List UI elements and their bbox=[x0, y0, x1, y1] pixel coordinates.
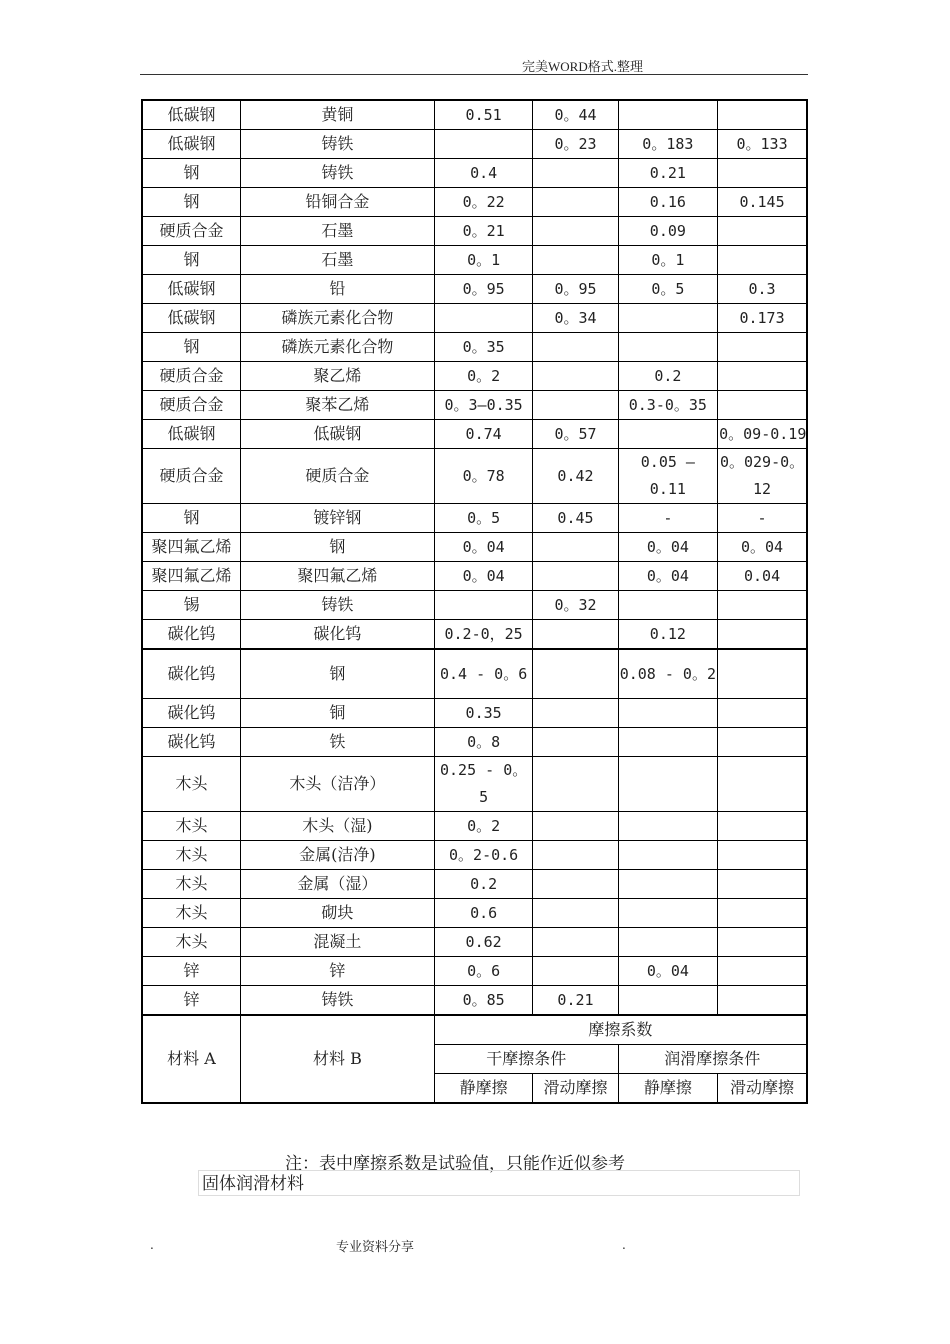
table-cell bbox=[718, 986, 807, 1016]
friction-table bbox=[141, 99, 808, 1104]
table-cell bbox=[533, 728, 618, 757]
table-cell: 石墨 bbox=[240, 246, 434, 275]
table-cell: 0。78 bbox=[434, 449, 532, 504]
table-cell: 磷族元素化合物 bbox=[240, 304, 434, 333]
table-cell: 0。6 bbox=[434, 957, 532, 986]
table-cell: 聚乙烯 bbox=[240, 362, 434, 391]
table-cell: 0。04 bbox=[618, 957, 717, 986]
table-cell: 钢 bbox=[142, 504, 240, 533]
table-cell: 0.3-0。35 bbox=[618, 391, 717, 420]
table-cell: 聚四氟乙烯 bbox=[240, 562, 434, 591]
table-row bbox=[142, 812, 807, 841]
table-cell: 混凝土 bbox=[240, 928, 434, 957]
table-cell bbox=[434, 591, 532, 620]
table-cell: 木头 bbox=[142, 757, 240, 812]
table-cell: 0.2 bbox=[434, 870, 532, 899]
table-row bbox=[142, 591, 807, 620]
header-lubricated-condition: 润滑摩擦条件 bbox=[618, 1045, 807, 1074]
table-cell: 0。57 bbox=[533, 420, 618, 449]
table-cell: 0。029-0。12 bbox=[718, 449, 807, 504]
table-cell: 钢 bbox=[142, 159, 240, 188]
table-cell: 硬质合金 bbox=[142, 391, 240, 420]
table-cell: 木头（洁净） bbox=[240, 757, 434, 812]
table-cell: 0.21 bbox=[618, 159, 717, 188]
table-cell bbox=[533, 159, 618, 188]
table-row bbox=[142, 420, 807, 449]
table-cell bbox=[718, 870, 807, 899]
table-cell: 硬质合金 bbox=[240, 449, 434, 504]
table-row bbox=[142, 391, 807, 420]
table-cell: 金属（湿） bbox=[240, 870, 434, 899]
table-cell: 0.3 bbox=[718, 275, 807, 304]
table-row bbox=[142, 620, 807, 650]
table-cell: 聚四氟乙烯 bbox=[142, 533, 240, 562]
table-cell bbox=[718, 699, 807, 728]
table-cell: 0。04 bbox=[718, 533, 807, 562]
table-cell: 木头 bbox=[142, 928, 240, 957]
table-cell: 0.74 bbox=[434, 420, 532, 449]
table-cell bbox=[618, 420, 717, 449]
table-cell: 碳化钨 bbox=[142, 649, 240, 699]
table-cell: 低碳钢 bbox=[142, 420, 240, 449]
table-cell: 0.4 - 0。6 bbox=[434, 649, 532, 699]
table-cell: 0.08 - 0。2 bbox=[618, 649, 717, 699]
table-cell: 0。21 bbox=[434, 217, 532, 246]
table-cell: 聚苯乙烯 bbox=[240, 391, 434, 420]
table-cell: 0.62 bbox=[434, 928, 532, 957]
table-cell bbox=[533, 812, 618, 841]
footer-right: . bbox=[622, 1238, 626, 1252]
table-cell bbox=[533, 246, 618, 275]
table-cell: 0.35 bbox=[434, 699, 532, 728]
table-row bbox=[142, 304, 807, 333]
table-cell: 0。1 bbox=[618, 246, 717, 275]
page-header bbox=[140, 52, 808, 75]
table-cell bbox=[718, 899, 807, 928]
table-cell: 0。95 bbox=[434, 275, 532, 304]
table-cell: 0.12 bbox=[618, 620, 717, 650]
table-row bbox=[142, 130, 807, 159]
header-text: 完美WORD格式.整理 bbox=[522, 59, 643, 74]
table-cell: - bbox=[618, 504, 717, 533]
table-cell: 木头（湿) bbox=[240, 812, 434, 841]
table-cell: 0。04 bbox=[434, 562, 532, 591]
table-cell bbox=[618, 812, 717, 841]
table-row bbox=[142, 649, 807, 699]
table-cell: - bbox=[718, 504, 807, 533]
table-cell: 铜 bbox=[240, 699, 434, 728]
table-cell: 低碳钢 bbox=[142, 304, 240, 333]
table-cell bbox=[718, 841, 807, 870]
table-cell bbox=[533, 188, 618, 217]
table-cell: 0.25 - 0。5 bbox=[434, 757, 532, 812]
table-cell: 0。22 bbox=[434, 188, 532, 217]
table-cell: 0。09-0.19 bbox=[718, 420, 807, 449]
table-cell: 聚四氟乙烯 bbox=[142, 562, 240, 591]
table-cell bbox=[618, 757, 717, 812]
table-cell: 0.2-0，25 bbox=[434, 620, 532, 650]
table-cell: 硬质合金 bbox=[142, 217, 240, 246]
header-static-dry: 静摩擦 bbox=[434, 1074, 532, 1104]
table-cell bbox=[618, 728, 717, 757]
table-row bbox=[142, 728, 807, 757]
table-row bbox=[142, 870, 807, 899]
table-row bbox=[142, 757, 807, 812]
table-cell bbox=[533, 928, 618, 957]
table-cell: 0。5 bbox=[618, 275, 717, 304]
table-cell: 0.42 bbox=[533, 449, 618, 504]
table-cell: 铸铁 bbox=[240, 591, 434, 620]
table-cell: 0.45 bbox=[533, 504, 618, 533]
table-cell: 碳化钨 bbox=[142, 620, 240, 650]
table-cell bbox=[533, 620, 618, 650]
table-cell: 钢 bbox=[240, 533, 434, 562]
table-cell: 0。183 bbox=[618, 130, 717, 159]
table-cell: 0。34 bbox=[533, 304, 618, 333]
table-cell: 砌块 bbox=[240, 899, 434, 928]
table-cell: 低碳钢 bbox=[142, 130, 240, 159]
table-cell: 0。23 bbox=[533, 130, 618, 159]
table-cell: 低碳钢 bbox=[142, 275, 240, 304]
table-cell: 铅 bbox=[240, 275, 434, 304]
table-cell: 0.51 bbox=[434, 100, 532, 130]
table-cell: 0。85 bbox=[434, 986, 532, 1016]
footer-text: 专业资料分享 bbox=[336, 1240, 415, 1255]
table-cell bbox=[618, 304, 717, 333]
table-cell bbox=[618, 699, 717, 728]
table-cell bbox=[718, 391, 807, 420]
table-cell: 铸铁 bbox=[240, 130, 434, 159]
table-cell bbox=[618, 986, 717, 1016]
table-row bbox=[142, 333, 807, 362]
table-cell: 0。44 bbox=[533, 100, 618, 130]
table-cell: 0。5 bbox=[434, 504, 532, 533]
table-cell bbox=[533, 391, 618, 420]
table-cell: 0。1 bbox=[434, 246, 532, 275]
table-cell bbox=[533, 362, 618, 391]
table-cell: 黄铜 bbox=[240, 100, 434, 130]
table-cell bbox=[718, 333, 807, 362]
table-note: 注：表中摩擦系数是试验值，只能作近似参考 bbox=[285, 1154, 625, 1174]
table-cell bbox=[434, 304, 532, 333]
table-cell bbox=[618, 100, 717, 130]
table-row bbox=[142, 533, 807, 562]
table-row bbox=[142, 246, 807, 275]
table-cell bbox=[533, 333, 618, 362]
table-row bbox=[142, 699, 807, 728]
table-header-section bbox=[142, 1015, 807, 1103]
table-cell: 0.145 bbox=[718, 188, 807, 217]
table-cell bbox=[533, 562, 618, 591]
table-cell: 0.173 bbox=[718, 304, 807, 333]
footer-left: . bbox=[150, 1238, 154, 1252]
table-cell: 碳化钨 bbox=[142, 699, 240, 728]
table-cell bbox=[718, 246, 807, 275]
table-cell bbox=[533, 841, 618, 870]
table-cell: 0。95 bbox=[533, 275, 618, 304]
table-cell bbox=[718, 757, 807, 812]
table-row bbox=[142, 100, 807, 130]
table-row bbox=[142, 362, 807, 391]
table-cell bbox=[718, 620, 807, 650]
table-cell bbox=[718, 217, 807, 246]
table-cell: 0.16 bbox=[618, 188, 717, 217]
header-sliding-dry: 滑动摩擦 bbox=[533, 1074, 618, 1104]
table-row bbox=[142, 275, 807, 304]
table-cell: 0。133 bbox=[718, 130, 807, 159]
table-cell bbox=[718, 159, 807, 188]
header-dry-condition: 干摩擦条件 bbox=[434, 1045, 618, 1074]
table-cell bbox=[718, 100, 807, 130]
table-cell: 磷族元素化合物 bbox=[240, 333, 434, 362]
table-cell: 铸铁 bbox=[240, 986, 434, 1016]
table-cell bbox=[533, 699, 618, 728]
table-cell: 铅铜合金 bbox=[240, 188, 434, 217]
table-cell: 0.09 bbox=[618, 217, 717, 246]
table-row bbox=[142, 928, 807, 957]
table-cell bbox=[434, 130, 532, 159]
table-row bbox=[142, 504, 807, 533]
table-cell: 镀锌钢 bbox=[240, 504, 434, 533]
table-cell bbox=[533, 757, 618, 812]
table-cell bbox=[718, 928, 807, 957]
table-cell: 木头 bbox=[142, 812, 240, 841]
table-cell: 0.6 bbox=[434, 899, 532, 928]
table-cell: 硬质合金 bbox=[142, 362, 240, 391]
table-row bbox=[142, 841, 807, 870]
table-row bbox=[142, 899, 807, 928]
table-row bbox=[142, 986, 807, 1016]
table-cell: 钢 bbox=[142, 246, 240, 275]
table-cell bbox=[533, 870, 618, 899]
table-cell: 木头 bbox=[142, 870, 240, 899]
table-cell bbox=[618, 333, 717, 362]
table-cell: 钢 bbox=[142, 333, 240, 362]
table-cell: 木头 bbox=[142, 899, 240, 928]
table-cell: 0。2-0.6 bbox=[434, 841, 532, 870]
header-friction-coefficient: 摩擦系数 bbox=[434, 1015, 807, 1045]
table-cell: 硬质合金 bbox=[142, 449, 240, 504]
table-cell bbox=[618, 870, 717, 899]
table-row bbox=[142, 159, 807, 188]
table-cell bbox=[533, 899, 618, 928]
table-cell bbox=[618, 591, 717, 620]
table-cell: 木头 bbox=[142, 841, 240, 870]
table-cell: 低碳钢 bbox=[142, 100, 240, 130]
table-cell bbox=[718, 957, 807, 986]
table-row bbox=[142, 957, 807, 986]
table-cell bbox=[618, 899, 717, 928]
table-cell bbox=[618, 841, 717, 870]
header-material-a: 材料 A bbox=[142, 1015, 240, 1103]
table-cell bbox=[533, 957, 618, 986]
table-cell: 石墨 bbox=[240, 217, 434, 246]
table-cell: 0。2 bbox=[434, 362, 532, 391]
table-cell: 0。04 bbox=[618, 562, 717, 591]
table-cell: 锌 bbox=[142, 957, 240, 986]
table-cell: 低碳钢 bbox=[240, 420, 434, 449]
section-heading: 固体润滑材料 bbox=[198, 1170, 800, 1196]
table-cell: 铁 bbox=[240, 728, 434, 757]
table-cell: 0。04 bbox=[618, 533, 717, 562]
header-static-lub: 静摩擦 bbox=[618, 1074, 717, 1104]
table-cell: 0.05 — 0.11 bbox=[618, 449, 717, 504]
table-cell: 0.04 bbox=[718, 562, 807, 591]
table-cell: 碳化钨 bbox=[240, 620, 434, 650]
table-row bbox=[142, 449, 807, 504]
table-cell: 钢 bbox=[240, 649, 434, 699]
table-cell: 0.4 bbox=[434, 159, 532, 188]
table-cell bbox=[718, 362, 807, 391]
table-cell bbox=[533, 649, 618, 699]
table-cell: 锌 bbox=[142, 986, 240, 1016]
table-cell: 0。3—0.35 bbox=[434, 391, 532, 420]
table-row bbox=[142, 562, 807, 591]
table-body bbox=[142, 100, 807, 1015]
table-cell: 0。32 bbox=[533, 591, 618, 620]
table-cell: 0。2 bbox=[434, 812, 532, 841]
table-cell: 0。04 bbox=[434, 533, 532, 562]
table-cell: 0.21 bbox=[533, 986, 618, 1016]
table-cell bbox=[718, 649, 807, 699]
table-row bbox=[142, 217, 807, 246]
table-cell bbox=[533, 533, 618, 562]
table-cell bbox=[618, 928, 717, 957]
table-cell: 0.2 bbox=[618, 362, 717, 391]
table-cell bbox=[718, 728, 807, 757]
table-cell: 0。35 bbox=[434, 333, 532, 362]
table-cell: 锡 bbox=[142, 591, 240, 620]
table-cell: 铸铁 bbox=[240, 159, 434, 188]
table-row bbox=[142, 188, 807, 217]
table-cell bbox=[718, 812, 807, 841]
table-cell: 0。8 bbox=[434, 728, 532, 757]
table-cell bbox=[533, 217, 618, 246]
header-material-b: 材料 B bbox=[240, 1015, 434, 1103]
table-cell: 金属(洁净) bbox=[240, 841, 434, 870]
table-cell: 锌 bbox=[240, 957, 434, 986]
header-sliding-lub: 滑动摩擦 bbox=[718, 1074, 807, 1104]
table-cell: 碳化钨 bbox=[142, 728, 240, 757]
table-cell: 钢 bbox=[142, 188, 240, 217]
table-cell bbox=[718, 591, 807, 620]
